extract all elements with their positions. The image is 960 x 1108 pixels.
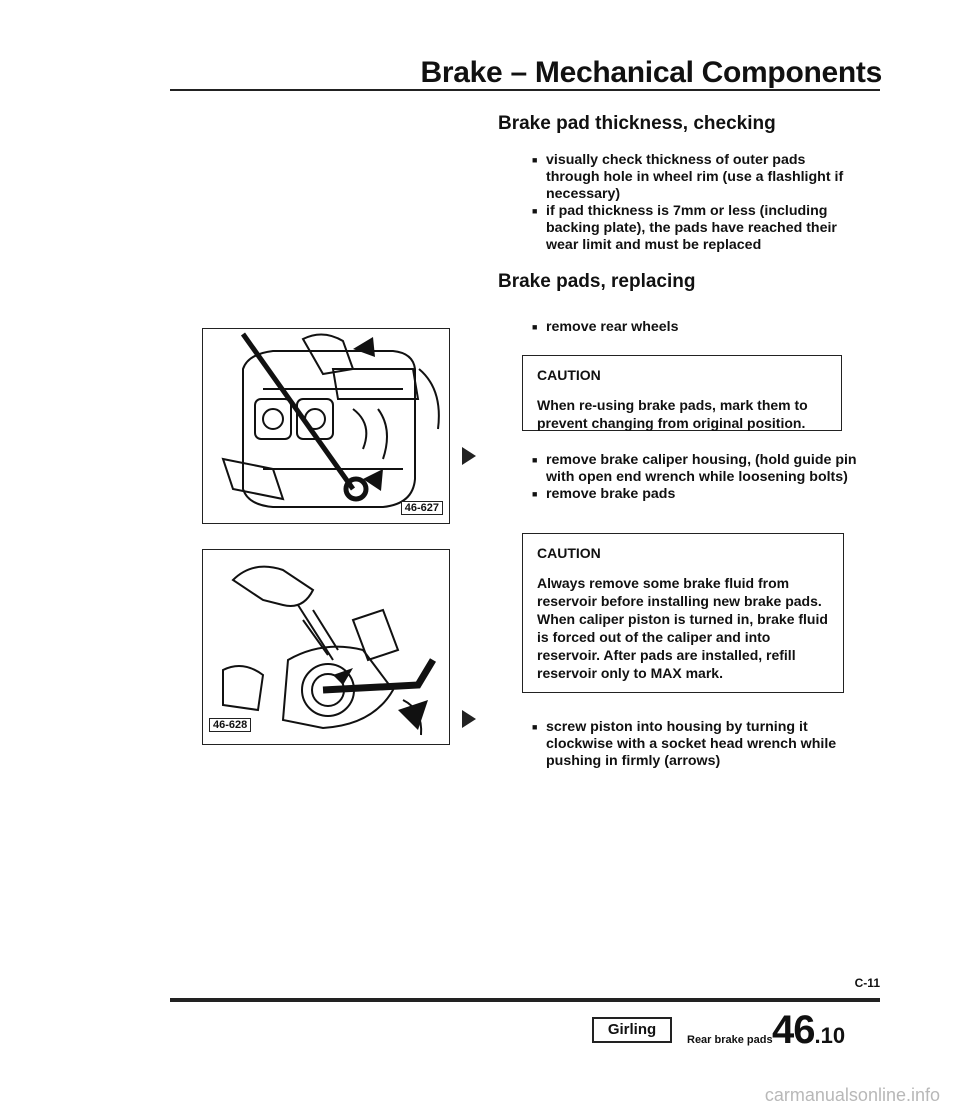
figure-caliper-removal (202, 328, 450, 524)
caution-box-reuse (522, 355, 842, 431)
pad-thickness-list (532, 152, 862, 254)
arrows-label: (arrows) (664, 753, 721, 769)
figure-piston-screw-in (202, 549, 450, 745)
list-item: ■ screw piston into housing by turning it clockwise with a socket head wrench while pushing in firmly (arrows) (532, 719, 862, 770)
caution-title: CAUTION (537, 545, 601, 561)
max-mark-label: MAX (650, 665, 682, 681)
replace-step-list-2 (532, 452, 862, 503)
caution-title: CAUTION (537, 367, 601, 383)
figure-pointer-icon (462, 447, 476, 465)
page-title: Brake – Mechanical Components (420, 56, 882, 89)
figure-pointer-icon (462, 710, 476, 728)
figure-tag: 46-628 (209, 718, 251, 732)
replace-step-list-3 (532, 719, 862, 770)
caution-box-fluid (522, 533, 844, 693)
brand-badge: Girling (592, 1017, 672, 1043)
list-item: ■ if pad thickness is 7mm or less (including backing plate), the pads have reached their wear limit and must be replaced (532, 203, 862, 254)
replace-step-list-1 (532, 319, 862, 336)
watermark: carmanualsonline.info (764, 1085, 940, 1105)
piston-illustration (203, 550, 448, 743)
footer-caption: Rear brake pads (687, 1034, 773, 1046)
list-item: ■ remove brake caliper housing, (hold guide pin with open end wrench while loosening bolts) (532, 452, 862, 486)
list-item: ■ remove brake pads (532, 486, 862, 503)
caution-text: Always remove some brake fluid from reservoir before installing new brake pads. When caliper piston is turned in, brake fluid is forced out of the caliper and into reservoir. After pads are installed, refill reservoir only to MAX mark. (537, 575, 828, 681)
section-heading-pad-thickness: Brake pad thickness, checking (498, 113, 776, 134)
caution-text: When re-using brake pads, mark them to prevent changing from original position. (537, 397, 808, 431)
figure-tag: 46-627 (401, 501, 443, 515)
list-item: ■ visually check thickness of outer pads through hole in wheel rim (use a flashlight if necessary) (532, 152, 862, 203)
title-divider (170, 89, 880, 91)
page-code: C-11 (854, 976, 880, 990)
list-item: ■ remove rear wheels (532, 319, 862, 336)
caliper-illustration (203, 329, 448, 522)
section-number: 46.10 (772, 1008, 846, 1052)
section-heading-pads-replacing: Brake pads, replacing (498, 271, 696, 292)
footer-divider (170, 998, 880, 1002)
